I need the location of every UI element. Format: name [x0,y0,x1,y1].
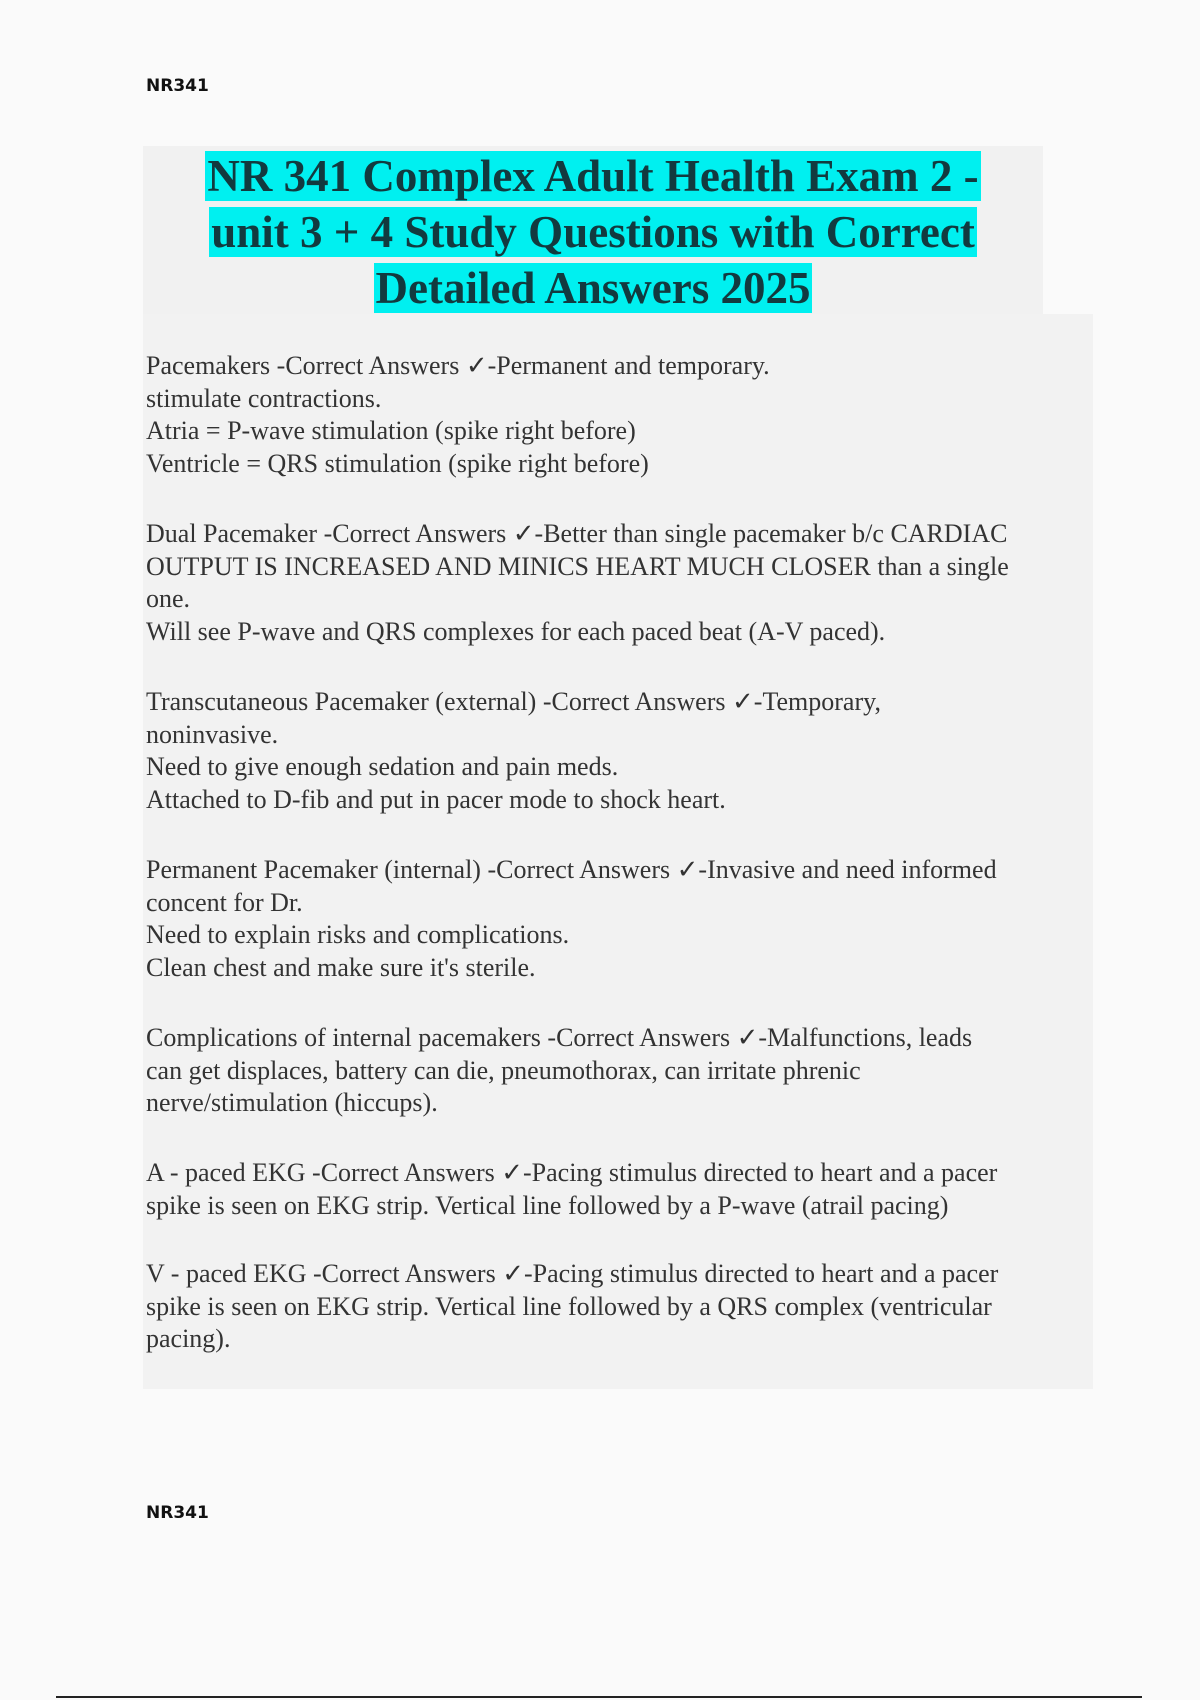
qa-item-v-paced-ekg [146,1258,1091,1356]
qa-line: noninvasive. [146,719,279,749]
qa-line: A - paced EKG -Correct Answers ✓-Pacing stimulus directed to heart and a pacer [146,1158,998,1187]
document-title: NR 341 Complex Adult Health Exam 2 - unit 3 + 4 Study Questions with Correct Detailed Answers 2025 [207,151,979,313]
qa-line: Atria = P-wave stimulation (spike right before) [146,416,636,445]
qa-line: Need to give enough sedation and pain meds. [146,752,619,781]
qa-line: spike is seen on EKG strip. Vertical line followed by a QRS complex (ventricular [146,1291,992,1321]
qa-line: Complications of internal pacemakers -Correct Answers ✓-Malfunctions, leads [146,1023,973,1052]
qa-line: one. [146,584,191,613]
qa-line: Pacemakers -Correct Answers ✓-Permanent and temporary. [146,351,770,380]
qa-line: Need to explain risks and complications. [146,920,570,949]
qa-line: concent for Dr. [146,887,303,917]
page-header-label: NR341 [146,76,209,96]
qa-line: Ventricle = QRS stimulation (spike right before) [146,448,649,478]
qa-item-transcutaneous-pacemaker [146,686,1091,816]
qa-line: can get displaces, battery can die, pneumothorax, can irritate phrenic [146,1055,861,1085]
qa-item-permanent-pacemaker [146,854,1091,984]
qa-item-dual-pacemaker [146,518,1091,648]
qa-line: Attached to D-fib and put in pacer mode to shock heart. [146,784,726,814]
qa-line: spike is seen on EKG strip. Vertical line followed by a P-wave (atrail pacing) [146,1190,949,1220]
qa-line: nerve/stimulation (hiccups). [146,1088,438,1117]
qa-line: Clean chest and make sure it's sterile. [146,952,536,982]
qa-line: Will see P-wave and QRS complexes for each paced beat (A-V paced). [146,616,886,646]
bottom-divider [56,1696,1142,1698]
qa-line: Dual Pacemaker -Correct Answers ✓-Better than single pacemaker b/c CARDIAC [146,519,1008,548]
qa-line: V - paced EKG -Correct Answers ✓-Pacing stimulus directed to heart and a pacer [146,1259,999,1288]
qa-line: Transcutaneous Pacemaker (external) -Correct Answers ✓-Temporary, [146,687,881,716]
qa-line: Permanent Pacemaker (internal) -Correct Answers ✓-Invasive and need informed [146,855,997,884]
qa-item-a-paced-ekg [146,1157,1091,1222]
qa-line: pacing). [146,1324,231,1353]
document-title-block [143,146,1043,314]
page-footer-label: NR341 [146,1503,209,1523]
qa-item-pacemakers [146,350,1091,480]
qa-content-block [143,314,1093,1389]
qa-item-complications [146,1022,1091,1120]
qa-line: stimulate contractions. [146,383,382,413]
qa-line: OUTPUT IS INCREASED AND MINICS HEART MUCH CLOSER than a single [146,551,1009,581]
